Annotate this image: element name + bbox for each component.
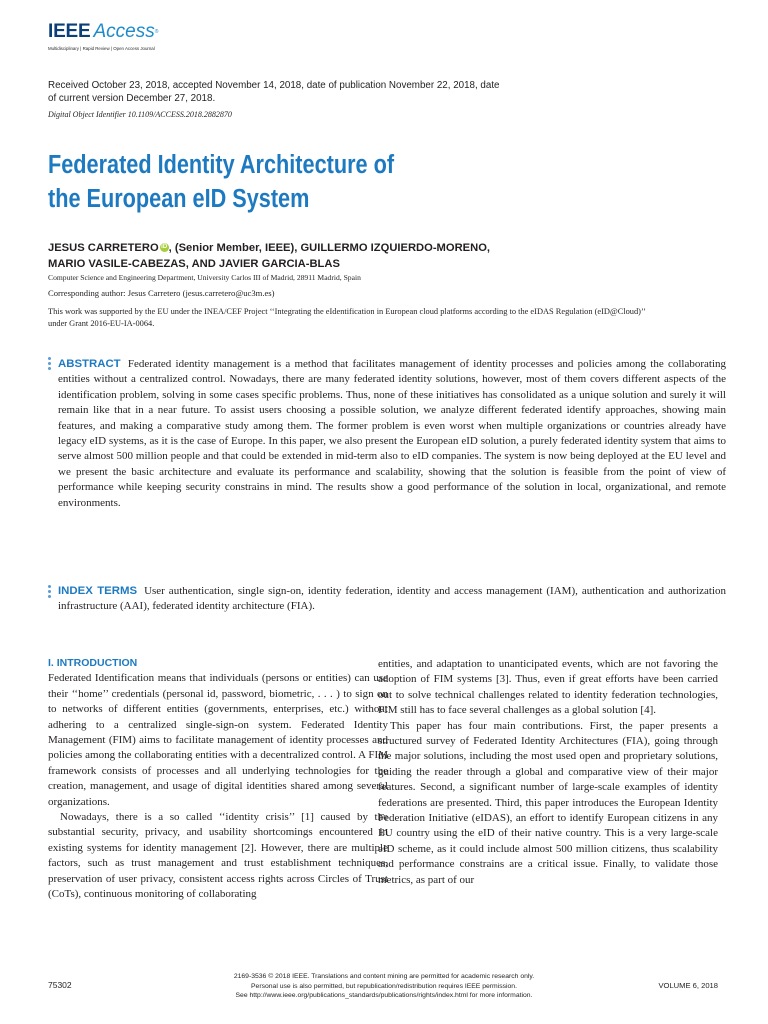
body-paragraph: Nowadays, there is a so called ‘‘identity crisis’’ [1] caused by the substantial security, privacy, and usability shortcomings encountered in existing systems for identity management [2]. However, there are multiple factors, such as trust management and trust establishment techniques, preservation of user privacy, consistent access rights across Circles of Trust (CoTs), continuous monitoring of collaborating (48, 811, 388, 901)
orcid-icon[interactable]: iD (161, 244, 168, 250)
journal-logo (48, 22, 158, 51)
corresponding-author: Corresponding author: Jesus Carretero (jesus.carretero@uc3m.es) (48, 288, 275, 298)
body-column-left (48, 656, 388, 903)
affiliation: Computer Science and Engineering Department, University Carlos III of Madrid, 28911 Madrid, Spain (48, 273, 361, 282)
title-line-1: Federated Identity Architecture of (48, 151, 395, 179)
logo-trademark: ® (154, 29, 159, 35)
logo-access-text: Access (93, 21, 155, 42)
abstract (58, 357, 726, 511)
body-paragraph: entities, and adaptation to unanticipated events, which are not favoring the adoption of FIM systems [3]. Thus, even if great efforts have been carried out to solve technical challenges related to identity federation technologies, FIM still has to face several challenges as a global solution [4]. (378, 658, 718, 717)
author-list (48, 240, 688, 272)
body-paragraph: This paper has four main contributions. First, the paper presents a structured survey of Federated Identity Architectures (FIA), going through the major solutions, including the most used open and proprietary solutions, guiding the reader through a global and comparative view of their major features. Second, a significant number of large-scale examples of identity federations are presented. Third, this paper introduces the European Identity Federation Initiative (eIDAS), an effort to identify European citizens in any EU country using the eID of their native country. This is a very large-scale eID scheme, as it could include almost 500 million citizens, thus scalability and performance constrains are a critical issue. Finally, to validate those metrics, as part of our (378, 719, 718, 886)
doi: Digital Object Identifier 10.1109/ACCESS.2018.2882870 (48, 110, 232, 119)
received-dates: Received October 23, 2018, accepted November 14, 2018, date of publication November 22, 2018, date of current version December 27, 2018. (48, 80, 500, 104)
author-rest-line-1: , (Senior Member, IEEE), GUILLERMO IZQUIERDO-MORENO, (168, 242, 491, 254)
index-terms-label: INDEX TERMS (58, 585, 138, 597)
footer-line-3[interactable]: See http://www.ieee.org/publications_standards/publications/rights/index.html for more information. (235, 992, 533, 1000)
abstract-label: ABSTRACT (58, 358, 121, 370)
paper-title (48, 148, 524, 216)
volume-label: VOLUME 6, 2018 (658, 981, 718, 990)
title-line-2: the European eID System (48, 185, 310, 213)
logo-tagline: Multidisciplinary | Rapid Review | Open Access Journal (48, 46, 155, 51)
footer-line-2: Personal use is also permitted, but republication/redistribution requires IEEE permission. (251, 982, 517, 990)
section-heading: I. INTRODUCTION (48, 657, 138, 669)
logo-ieee-text: IEEE (48, 21, 91, 42)
index-terms (58, 584, 726, 615)
author-line-2: MARIO VASILE-CABEZAS, AND JAVIER GARCIA-BLAS (48, 258, 340, 270)
funding-note: This work was supported by the EU under the INEA/CEF Project ‘‘Integrating the eIdentification in European cloud platforms according to the eIDAS Regulation (eID@Cloud)’’ under Grant 2016-EU-IA-0064. (48, 307, 646, 328)
body-paragraph: Federated Identification means that individuals (persons or entities) can use their ‘‘home’’ credentials (personal id, password, biometric, . . . ) to sign on to networks of different entities (governments, enterprises, etc.) without adhering to a centralized single-sign-on system. Federated Identity Management (FIM) aims to facilitate management of identity processes and policies among the collaborating entities with a decentralized control. A FIM framework consists of processes and all underlying technologies for the creation, management, and usage of digital identities shared among several organizations. (48, 672, 388, 808)
copyright-footer (0, 972, 768, 1001)
abstract-bullets-icon (48, 357, 52, 372)
index-terms-text: User authentication, single sign-on, identity federation, identity and access management (IAM), authentication and authorization infrastructure (AAI), federated identity architecture (FIA). (58, 585, 727, 613)
index-terms-bullets-icon (48, 585, 52, 600)
body-column-right (378, 657, 718, 888)
author-first: JESUS CARRETERO (48, 242, 159, 254)
abstract-text: Federated identity management is a method that facilitates management of identity processes and policies among the collaborating entities without a centralized control. Nowadays, there are many federated identity solutions, however, most of them covers different aspects of the identification problem, solving in some cases specific problems. Thus, none of these initiatives has consolidated as a unique solution and surely it will remain like that in a near future. To assist users choosing a possible solution, we analyze different federated identify approaches, showing main features, and making a comparative study among them. The former problem is even worst when multiple organizations or countries already have legacy eID systems, as it is the case of Europe. In this paper, we also present the European eID solution, a purely federated identity system that aims to serve almost 500 million people and that could be extended in mid-term also to eID companies. The system is now being deployed at the EU level and we present the basic architecture and evaluate its performance and scalability, showing that the solution is feasible from the point of view of performance while keeping security constrains in mind. The results show a good performance of the solution in local, organizational, and remote environments. (58, 358, 727, 509)
logo-wordmark (48, 22, 158, 42)
footer-line-1: 2169-3536 © 2018 IEEE. Translations and content mining are permitted for academic research only. (233, 973, 535, 980)
page-number: 75302 (48, 980, 72, 990)
